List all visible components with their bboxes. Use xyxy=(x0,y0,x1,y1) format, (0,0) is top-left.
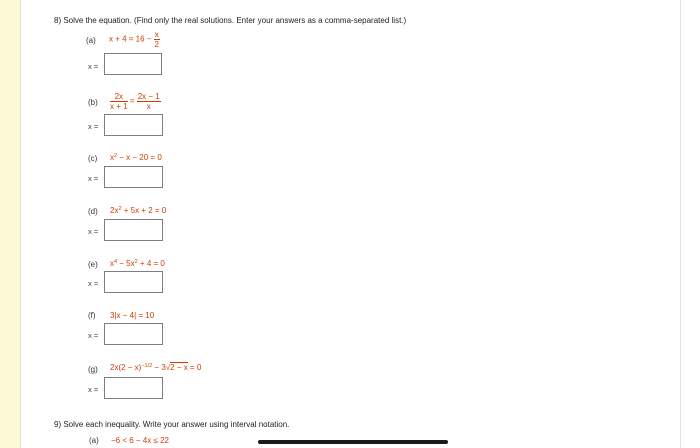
left-margin-strip xyxy=(0,0,20,448)
part-a-frac-den: 2 xyxy=(154,40,159,49)
horizontal-scrollbar[interactable] xyxy=(258,440,448,444)
answer-input-e[interactable] xyxy=(104,271,163,293)
radical-sign: √ xyxy=(165,363,171,372)
part-c-rest: − x − 20 = 0 xyxy=(117,153,162,162)
problem-9-part-a-label: (a) xyxy=(89,436,99,445)
part-b-f1-num: 2x xyxy=(110,92,128,102)
answer-label-d: x = xyxy=(88,227,99,236)
answer-input-c[interactable] xyxy=(104,166,163,188)
part-a-lhs: x + 4 = 16 − xyxy=(109,34,152,44)
part-f-equation: 3|x − 4| = 10 xyxy=(110,311,155,320)
part-g-equation xyxy=(110,363,201,372)
answer-label-c: x = xyxy=(88,174,99,183)
part-e-base: x xyxy=(110,259,114,268)
part-b-f1-den: x + 1 xyxy=(110,102,128,111)
part-a-label: (a) xyxy=(86,36,96,45)
part-a-frac-num: x xyxy=(154,30,159,39)
part-a-fraction xyxy=(154,30,160,49)
answer-input-f[interactable] xyxy=(104,323,163,345)
part-b-equals: = xyxy=(129,96,135,106)
part-e-equation xyxy=(110,259,165,268)
part-e-rest: + 4 = 0 xyxy=(137,259,165,268)
part-e-exponent-2: 2 xyxy=(134,259,138,265)
part-a-equation xyxy=(109,30,160,49)
answer-input-a[interactable] xyxy=(104,53,162,75)
right-divider xyxy=(680,0,681,448)
part-g-exponent: −1/2 xyxy=(141,363,153,369)
part-b-fraction-1 xyxy=(110,92,128,111)
part-g-radicand: 2 − x xyxy=(170,363,188,372)
part-d-label: (d) xyxy=(88,207,98,216)
part-g-mid: − 3 xyxy=(152,363,166,372)
part-d-equation xyxy=(110,206,166,215)
part-b-label: (b) xyxy=(88,98,98,107)
part-g-label: (g) xyxy=(88,365,98,374)
problem-8-heading: 8) Solve the equation. (Find only the real solutions. Enter your answers as a comma-separated list.) xyxy=(54,16,407,25)
problem-9-part-a-equation: −6 < 6 − 4x ≤ 22 xyxy=(111,436,169,445)
answer-label-g: x = xyxy=(88,385,99,394)
answer-label-f: x = xyxy=(88,331,99,340)
left-divider xyxy=(20,0,21,448)
part-e-label: (e) xyxy=(88,260,98,269)
part-c-label: (c) xyxy=(88,154,98,163)
part-b-f2-num: 2x − 1 xyxy=(137,92,160,101)
part-f-label: (f) xyxy=(88,311,96,320)
answer-input-g[interactable] xyxy=(104,377,163,399)
problem-9-heading: 9) Solve each inequality. Write your answer using interval notation. xyxy=(54,420,290,429)
part-g-rest: = 0 xyxy=(187,363,202,372)
answer-input-d[interactable] xyxy=(104,219,163,241)
part-e-exponent: 4 xyxy=(114,259,118,265)
part-d-base: 2x xyxy=(110,206,119,215)
answer-label-b: x = xyxy=(88,122,99,131)
answer-input-b[interactable] xyxy=(104,114,163,136)
part-c-exponent: 2 xyxy=(114,153,118,159)
answer-label-e: x = xyxy=(88,279,99,288)
part-c-equation xyxy=(110,153,162,162)
part-d-exponent: 2 xyxy=(118,206,122,212)
part-g-pre: 2x(2 − x) xyxy=(110,363,142,372)
part-e-mid: − 5x xyxy=(117,259,135,268)
part-b-f2-den: x xyxy=(146,102,151,111)
part-c-base: x xyxy=(110,153,114,162)
part-b-fraction-2 xyxy=(137,92,161,111)
part-b-equation xyxy=(110,92,161,111)
answer-label-a: x = xyxy=(88,62,99,71)
part-d-rest: + 5x + 2 = 0 xyxy=(121,206,167,215)
